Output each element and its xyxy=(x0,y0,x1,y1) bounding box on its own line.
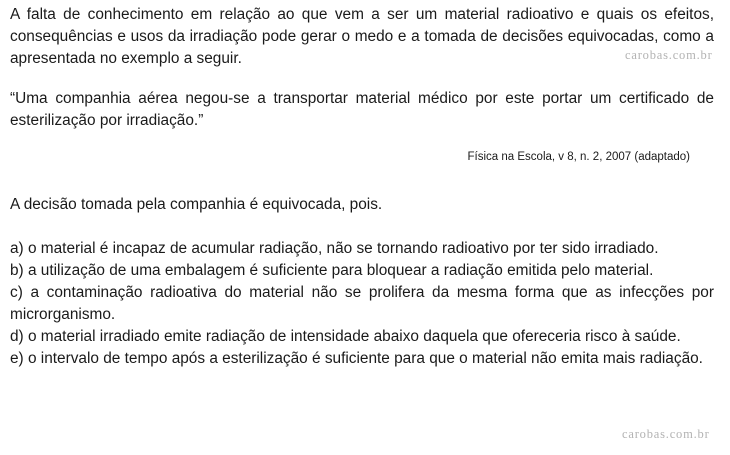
watermark-top: carobas.com.br xyxy=(625,48,713,62)
intro-paragraph: A falta de conhecimento em relação ao que vem a ser um material radioativo e quais os efeitos, consequências e usos da irradiação pode gerar o medo e a tomada de decisões equivocadas, como a apresentada no exemplo a seguir. xyxy=(10,6,714,67)
question-stem: A decisão tomada pela companhia é equivocada, pois. xyxy=(10,196,383,213)
answer-options xyxy=(10,238,714,370)
option-d: d) o material irradiado emite radiação de intensidade abaixo daquela que ofereceria risco à saúde. xyxy=(10,328,681,345)
source-citation: Física na Escola, v 8, n. 2, 2007 (adaptado) xyxy=(467,151,690,163)
option-c: c) a contaminação radioativa do material não se prolifera da mesma forma que as infecções por microrganismo. xyxy=(10,284,714,323)
question-document xyxy=(10,4,714,370)
quote-paragraph: “Uma companhia aérea negou-se a transportar material médico por este portar um certificado de esterilização por irradiação.” xyxy=(10,90,714,129)
option-e: e) o intervalo de tempo após a esterilização é suficiente para que o material não emita mais radiação. xyxy=(10,350,703,367)
option-a: a) o material é incapaz de acumular radiação, não se tornando radioativo por ter sido irradiado. xyxy=(10,240,659,257)
option-b: b) a utilização de uma embalagem é suficiente para bloquear a radiação emitida pelo material. xyxy=(10,262,654,279)
watermark-bottom: carobas.com.br xyxy=(622,427,710,441)
